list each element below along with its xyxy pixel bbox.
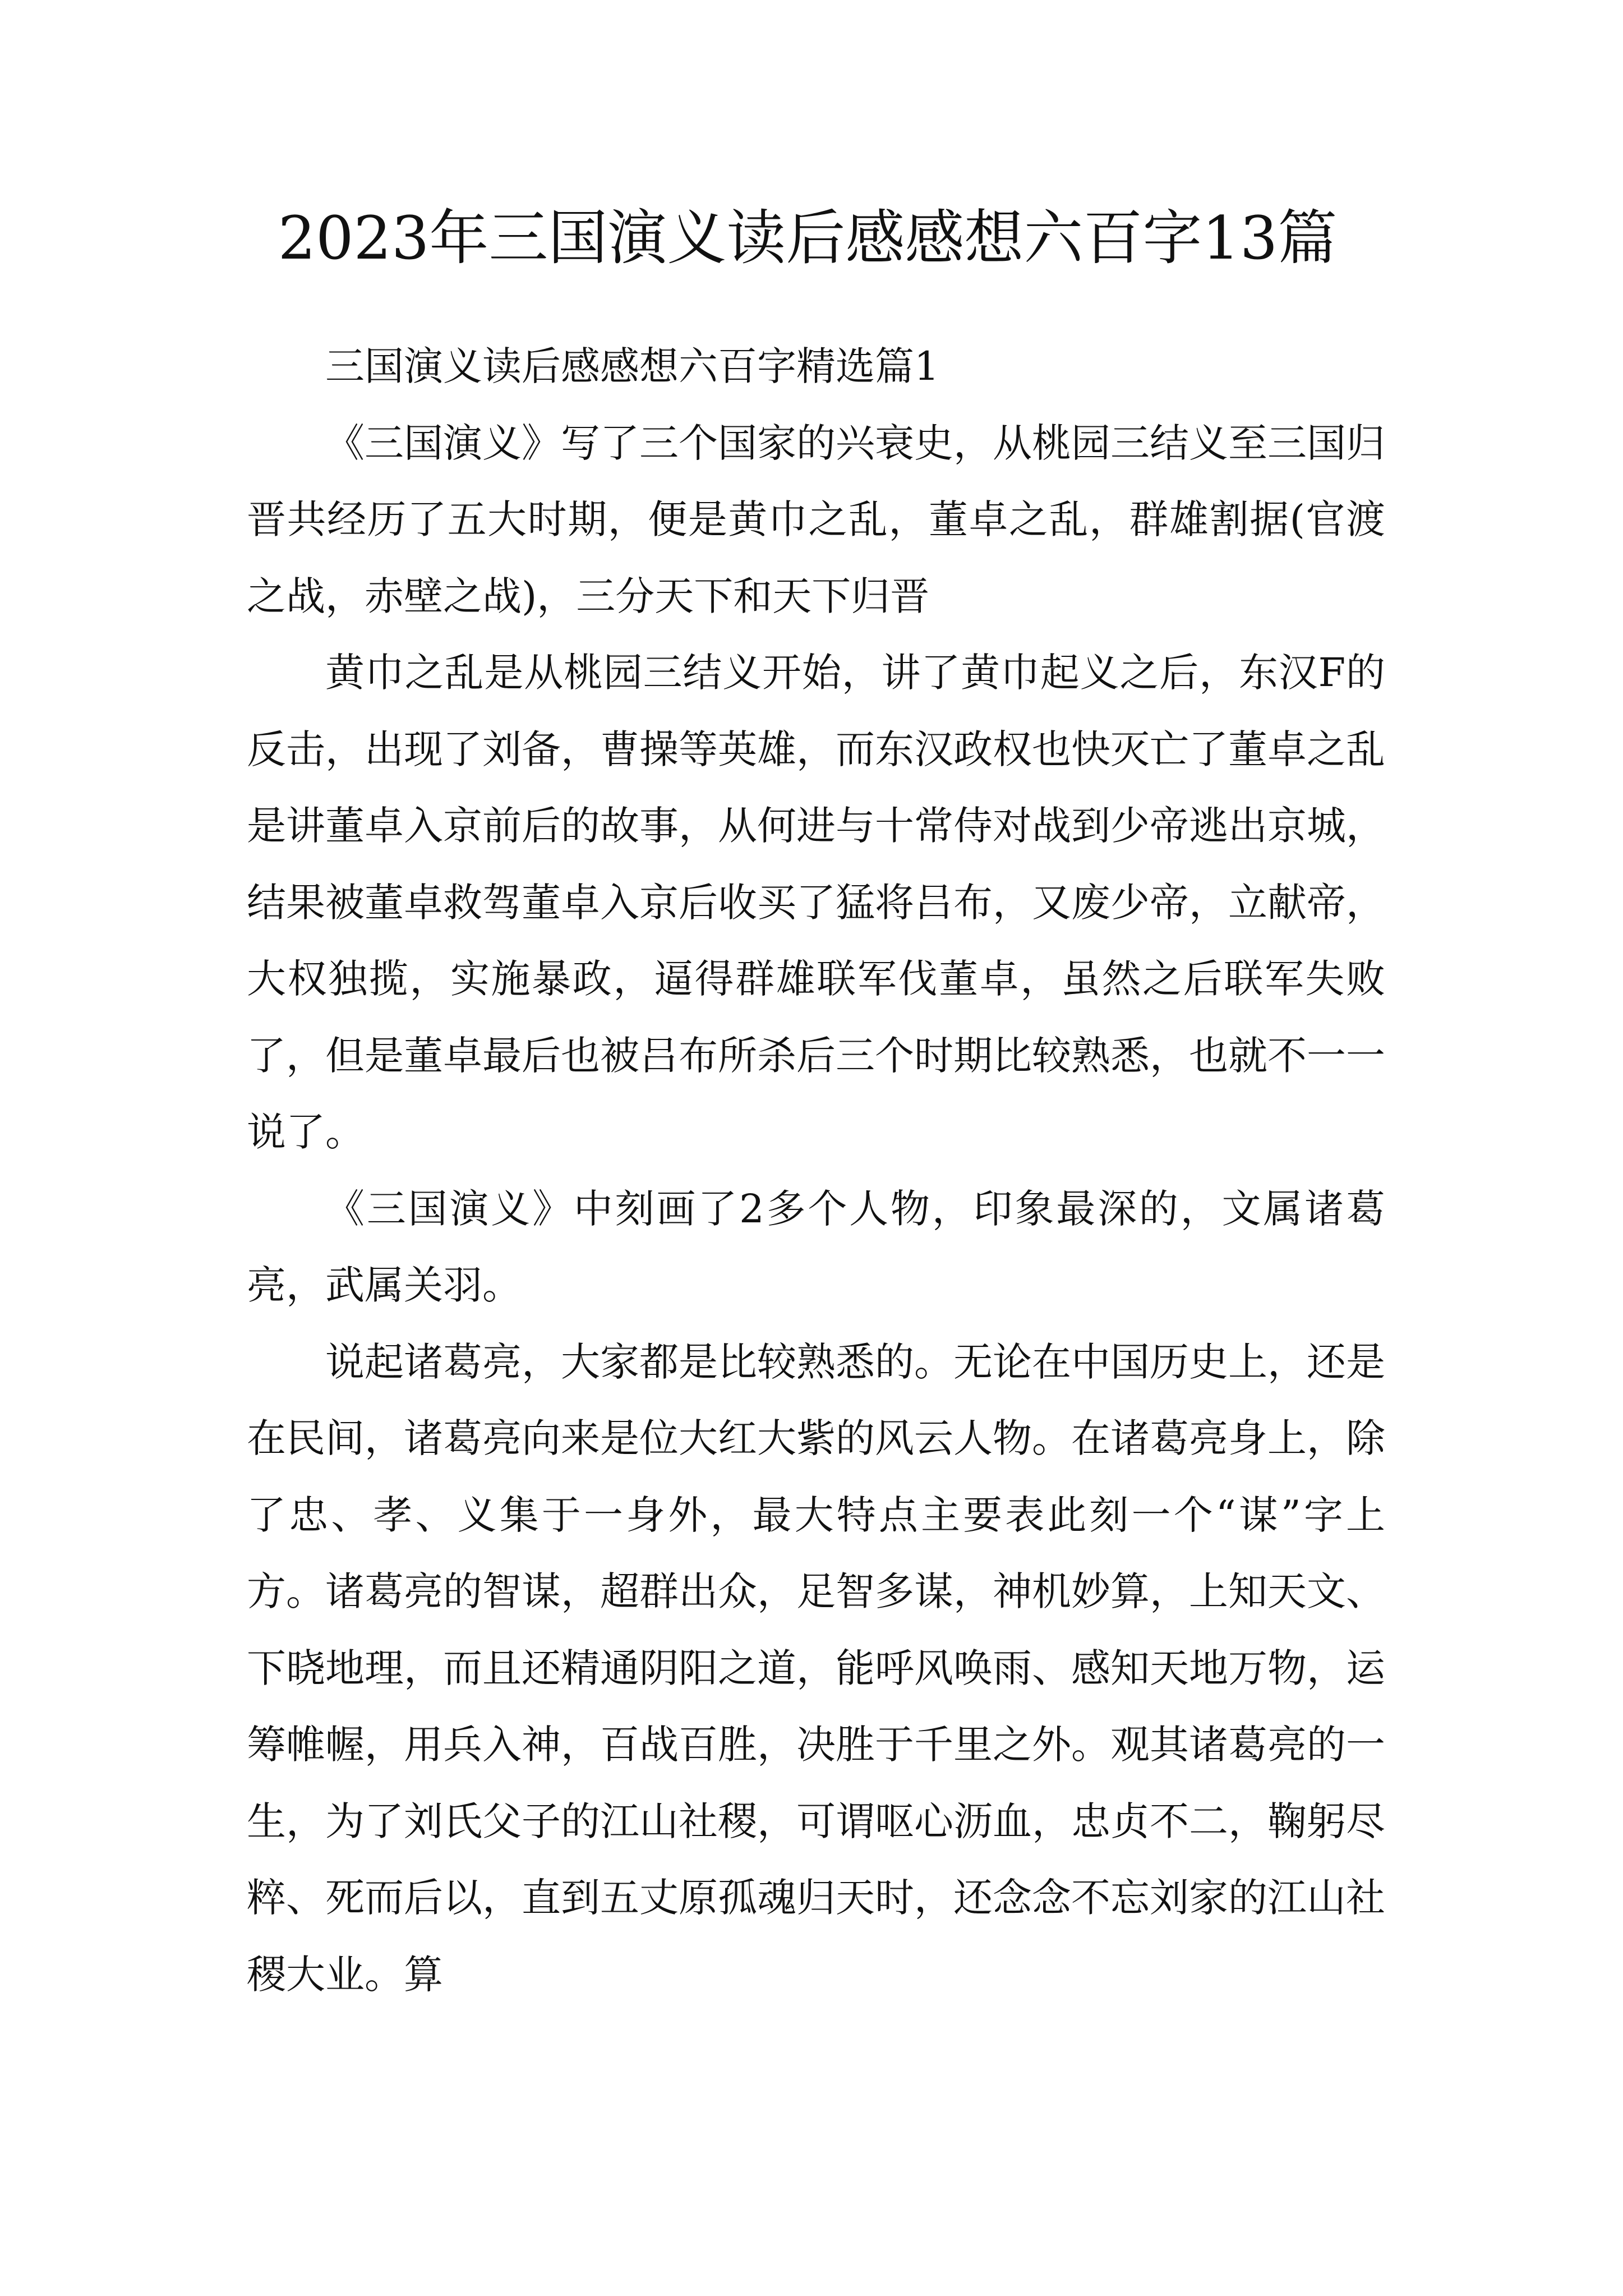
paragraph-section-heading: 三国演义读后感感想六百字精选篇1 — [325, 343, 939, 389]
paragraph: 黄巾之乱是从桃园三结义开始，讲了黄巾起义之后，东汉F的反击，出现了刘备，曹操等英雄，而东汉政权也快灭亡了董卓之乱是讲董卓入京前后的故事，从何进与十常侍对战到少帝逃出京城，结果被董卓救驾董卓入京后收买了猛将吕布，又废少帝，立献帝，大权独揽，实施暴政，逼得群雄联军伐董卓，虽然之后联军失败了，但是董卓最后也被吕布所杀后三个时期比较熟悉，也就不一一说了。 — [247, 650, 1385, 1155]
paragraph: 《三国演义》写了三个国家的兴衰史，从桃园三结义至三国归晋共经历了五大时期，便是黄巾之乱，董卓之乱，群雄割据(官渡之战，赤壁之战)，三分天下和天下归晋 — [247, 420, 1385, 619]
paragraph: 《三国演义》中刻画了2多个人物，印象最深的，文属诸葛亮，武属关羽。 — [247, 1185, 1385, 1308]
document-body — [247, 328, 1385, 2013]
paragraph: 说起诸葛亮，大家都是比较熟悉的。无论在中国历史上，还是在民间，诸葛亮向来是位大红大紫的风云人物。在诸葛亮身上，除了忠、孝、义集于一身外，最大特点主要表此刻一个“谋”字上方。诸葛亮的智谋，超群出众，足智多谋，神机妙算，上知天文、下晓地理，而且还精通阴阳之道，能呼风唤雨、感知天地万物，运筹帷幄，用兵入神，百战百胜，决胜于千里之外。观其诸葛亮的一生，为了刘氏父子的江山社稷，可谓呕心沥血，忠贞不二，鞠躬尽粹、死而后以，直到五丈原孤魂归天时，还念念不忘刘家的江山社稷大业。算 — [247, 1338, 1385, 1998]
document-title: 2023年三国演义读后感感想六百字13篇 — [278, 204, 1338, 273]
